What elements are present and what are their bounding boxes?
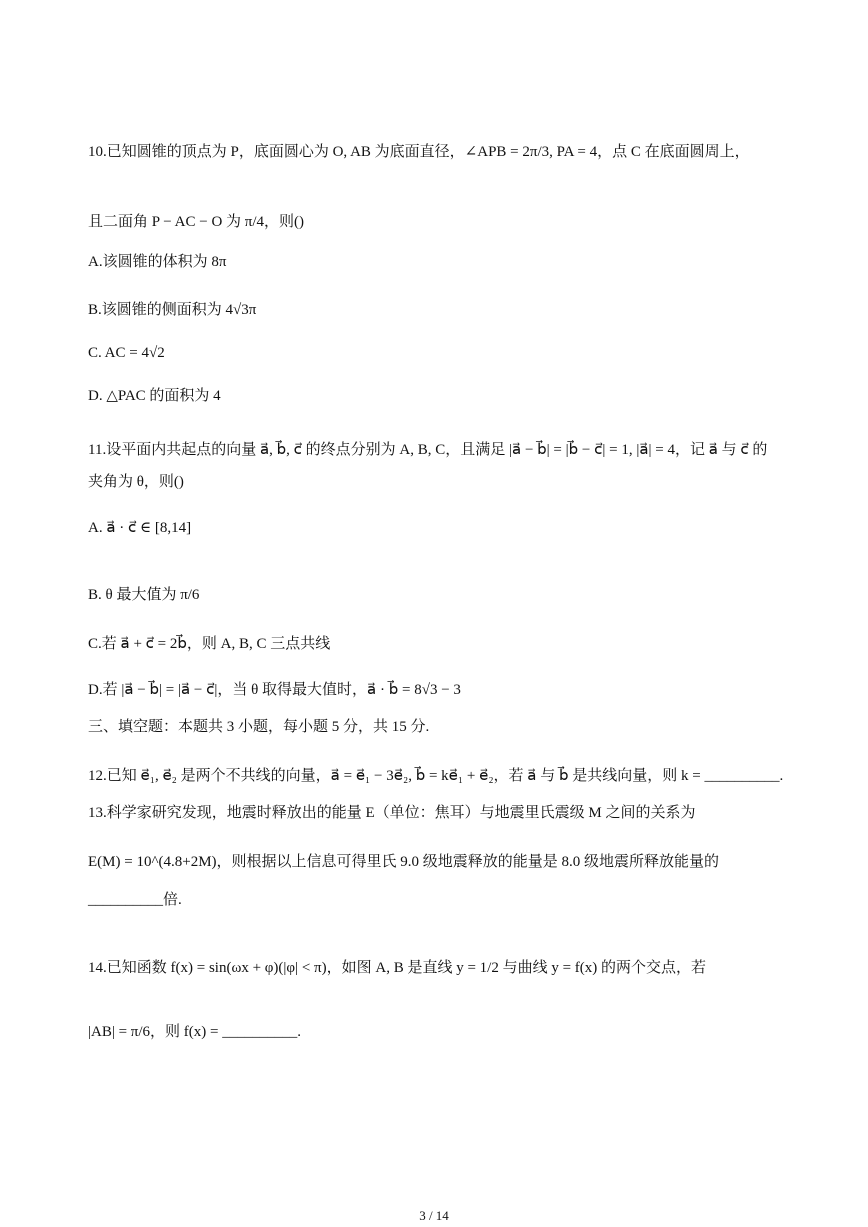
q10-line2: 且二面角 P − AC − O 为 π/4，则() [88, 214, 305, 230]
q13-line2: E(M) = 10^(4.8+2M)，则根据以上信息可得里氏 9.0 级地震释放的能量是 8.0 级地震所释放能量的 [88, 854, 720, 870]
q10-option-c: C. AC = 4√2 [88, 345, 165, 361]
q10-option-a: A.该圆锥的体积为 8π [88, 254, 227, 270]
q11-option-b: B. θ 最大值为 π/6 [88, 587, 200, 603]
q14-line2: |AB| = π/6，则 f(x) = __________. [88, 1024, 301, 1040]
q11-option-a: A. a⃗ · c⃗ ∈ [8,14] [88, 520, 192, 536]
q12: 12.已知 e⃗₁, e⃗₂ 是两个不共线的向量，a⃗ = e⃗₁ − 3e⃗₂, b⃗ = ke⃗₁ + e⃗₂，若 a⃗ 与 b⃗ 是共线向量，则 k = __________. [88, 768, 784, 784]
q14-line1: 14.已知函数 f(x) = sin(ωx + φ)(|φ| < π)，如图 A, B 是直线 y = 1/2 与曲线 y = f(x) 的两个交点，若 [88, 960, 707, 976]
q13-line3: __________倍. [88, 892, 182, 908]
q10-option-b: B.该圆锥的侧面积为 4√3π [88, 302, 257, 318]
page-number: 3 / 14 [419, 1208, 449, 1223]
q11-line1: 11.设平面内共起点的向量 a⃗, b⃗, c⃗ 的终点分别为 A, B, C，且满足 |a⃗ − b⃗| = |b⃗ − c⃗| = 1, |a⃗| = 4，记 a⃗ 与 c⃗ 的 [88, 442, 768, 458]
q10-line1: 10.已知圆锥的顶点为 P，底面圆心为 O, AB 为底面直径，∠APB = 2π/3, PA = 4，点 C 在底面圆周上， [88, 144, 750, 160]
section-heading: 三、填空题：本题共 3 小题，每小题 5 分，共 15 分. [88, 719, 430, 735]
q10-option-d: D. △PAC 的面积为 4 [88, 388, 221, 404]
q11-option-c: C.若 a⃗ + c⃗ = 2b⃗，则 A, B, C 三点共线 [88, 636, 331, 652]
q13-line1: 13.科学家研究发现，地震时释放出的能量 E（单位：焦耳）与地震里氏震级 M 之间的关系为 [88, 805, 696, 821]
q11-line2: 夹角为 θ，则() [88, 474, 184, 490]
q11-option-d: D.若 |a⃗ − b⃗| = |a⃗ − c⃗|，当 θ 取得最大值时，a⃗ · b⃗ = 8√3 − 3 [88, 682, 461, 698]
